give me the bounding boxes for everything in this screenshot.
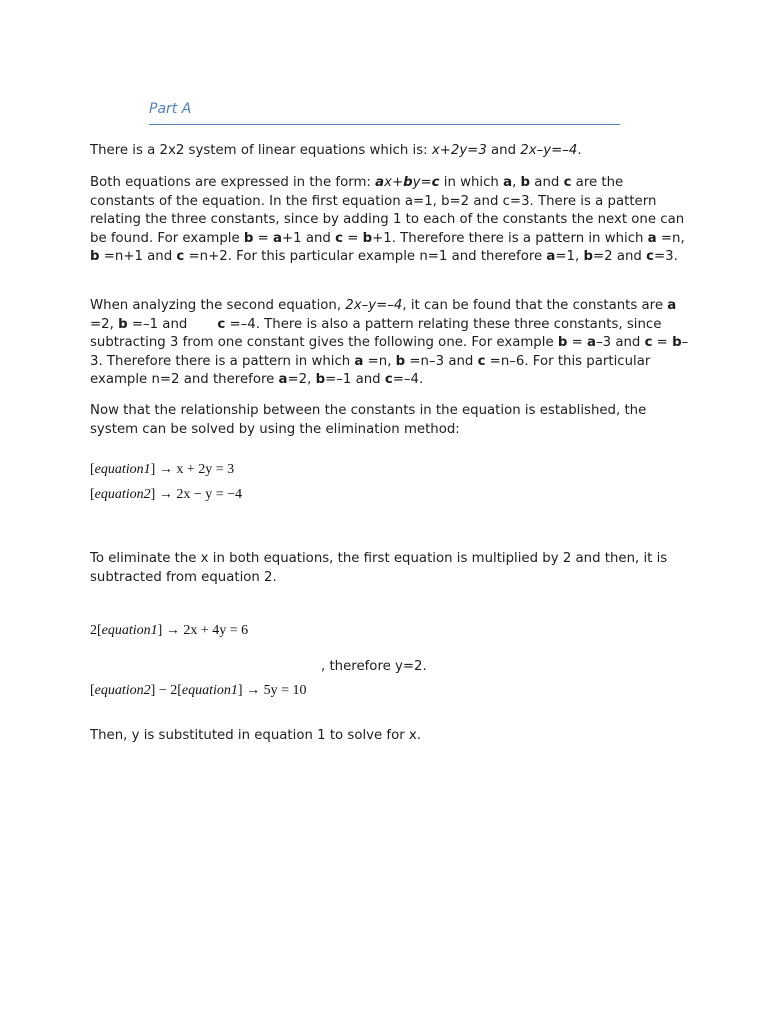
text-run: =n–3 and [405,353,478,369]
equation-inline: x+2y=3 [431,143,487,158]
text-run: There is a 2x2 system of linear equations which is: [90,143,432,158]
text-run: b [403,175,413,190]
equation-label: equation1 [94,462,151,477]
text-run: . [577,143,582,158]
text-run: b [243,230,254,246]
text-run: c [644,335,653,350]
text-run: = [652,335,673,350]
text-run: are the constants of the equation. In the first equation a=1, b=2 and c=3. There is a pattern relating the three constants, since by adding 1 to each of the constants the next one can be found. For example [90,175,685,246]
paragraph-first-equation-analysis [90,174,690,267]
equation-coefficient: 2 [90,623,97,638]
equation-1-display: [equation1] → x + 2y = 3 [90,462,235,477]
equation-label: equation2 [94,683,151,698]
text-run: –3 and [595,335,645,350]
equation-label: equation1 [101,623,158,638]
text-run: a [546,249,556,264]
text-run: =n+2. For this particular example n=1 and therefore [184,249,547,264]
text-run: , [512,175,521,190]
text-run: c [176,249,185,264]
text-run: c [335,230,343,246]
text-run: , it can be found that the constants are [402,298,668,313]
text-run: a [587,335,596,350]
equation-expression: → 2x + 4y = 6 [165,623,249,638]
text-run: c [384,372,393,387]
text-run: a [647,230,657,246]
equation-label: equation2 [94,487,151,502]
equation-expression: → x + 2y = 3 [158,462,235,477]
paragraph-second-equation-analysis [90,297,690,390]
text-run: =n, [656,230,685,246]
equation-operator: − 2 [155,683,178,698]
equation-inline: 2x–y=–4 [345,298,403,313]
text-run: and [486,143,521,158]
text-run: =–1 and [325,372,385,387]
text-run: =–4. There is also a pattern relating these three constants, since subtracting 3 from one constant gives the following one. For example [90,316,662,350]
text-run: b [520,175,531,190]
text-run: b [118,316,128,332]
equation-2-display: [equation2] → 2x − y = −4 [90,487,243,502]
text-run: b [583,249,593,264]
paragraph-system-intro [90,142,690,161]
equation-subtraction-display: [equation2] − 2[equation1] → 5y = 10 [90,683,307,698]
text-run: = [253,230,274,246]
text-run: b [395,353,406,369]
section-heading: Part A [149,101,192,117]
text-run: a [375,175,385,190]
text-run: a [273,230,282,246]
text-run: c [563,175,572,190]
text-run: =2, [90,316,119,332]
text-run: =2, [287,372,316,387]
text-run: b [672,335,682,350]
text-run: a [503,175,513,190]
text-run: =n, [363,353,396,369]
text-run: a [278,372,288,387]
text-run: =–4. [392,372,424,387]
text-run: =n–6. For this particular example n=2 and therefore [90,353,651,387]
text-run: = [567,335,587,350]
equation-inline: 2x–y=–4 [520,143,578,158]
text-run: and [530,175,564,190]
text-run: c [217,316,226,332]
paragraph-elimination-step: To eliminate the x in both equations, the first equation is multiplied by 2 and then, it is subtracted from equation 2. [90,551,668,585]
text-run: =1, [555,249,584,264]
text-run: =–1 and [127,316,188,332]
paragraph-elimination-intro: Now that the relationship between the constants in the equation is established, the system can be solved by using the elimination method: [90,403,647,437]
text-run: a [354,353,364,369]
text-run: =3. [653,249,678,264]
equation-expression: → 5y = 10 [246,683,307,698]
text-run: b [90,249,100,264]
equation-label: equation1 [181,683,238,698]
text-run: b [362,230,373,246]
equation-multiplied-display: 2[equation1] → 2x + 4y = 6 [90,623,249,638]
text-run: c [477,353,486,369]
text-run: When analyzing the second equation, [90,298,346,313]
text-run: +1 and [282,230,336,246]
paragraph-substitution: Then, y is substituted in equation 1 to solve for x. [90,728,422,743]
text-run: c [646,249,654,264]
text-run: a [667,298,677,313]
text-run: =2 and [593,249,647,264]
equation-expression: → 2x − y = −4 [158,487,243,502]
text-run: in which [439,175,504,190]
text-run: =n+1 and [99,249,177,264]
text-run: –3. Therefore there is a pattern in which [90,335,689,369]
heading-underline [149,124,620,125]
text-run: b [315,372,326,387]
text-run: c [431,175,440,190]
text-run: +1. Therefore there is a pattern in which [372,230,648,246]
text-run: = [342,230,363,246]
text-run: b [557,335,568,350]
text-run: Both equations are expressed in the form: [90,175,376,190]
text-run: x+ [384,175,404,190]
result-text: , therefore y=2. [321,659,427,674]
text-run: y= [412,175,432,190]
